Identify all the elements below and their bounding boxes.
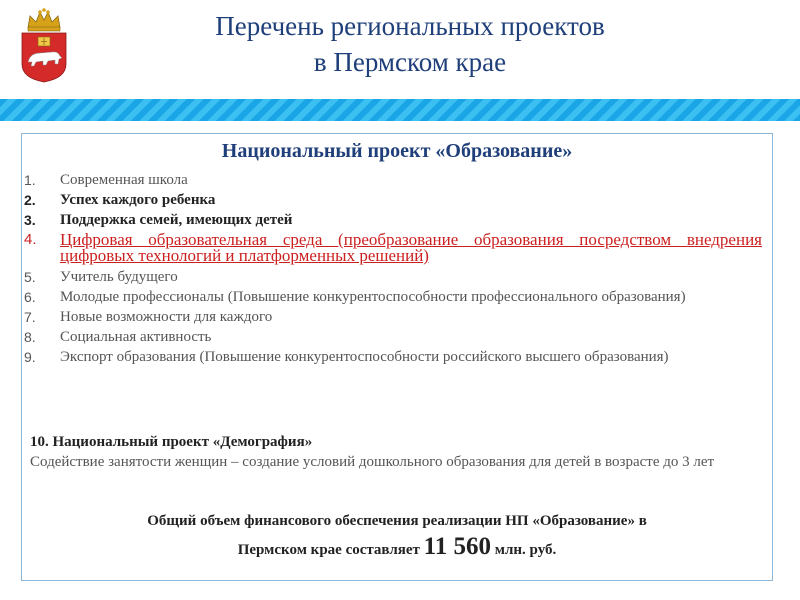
list-item: 2. Успех каждого ребенка: [24, 192, 216, 208]
national-project-title: Национальный проект «Образование»: [221, 140, 573, 162]
regional-projects-list: [22, 172, 772, 369]
page-title-line1: Перечень региональных проектов: [215, 11, 605, 41]
demography-title: 10. Национальный проект «Демография»: [30, 434, 313, 450]
finance-summary: [22, 508, 772, 563]
finance-line1: Общий объем финансового обеспечения реализации НП «Образование» в: [147, 513, 647, 529]
list-item: 7. Новые возможности для каждого: [24, 309, 273, 325]
demography-text: Содействие занятости женщин – создание условий дошкольного образования для детей в возрасте до 3 лет: [30, 454, 715, 470]
list-item-highlighted: 4. Цифровая образовательная среда (преобразование образования посредством внедрения цифровых технологий и платформенных решений): [24, 230, 762, 265]
perm-krai-coat-of-arms-icon: [18, 6, 70, 84]
finance-unit: млн. руб.: [494, 542, 557, 558]
list-item: 5. Учитель будущего: [24, 269, 178, 285]
list-item: 6. Молодые профессионалы (Повышение конкурентоспособности профессионального образования): [24, 289, 686, 305]
list-item: 1. Современная школа: [24, 172, 188, 188]
list-item: 8. Социальная активность: [24, 329, 212, 345]
content-box: [21, 133, 773, 581]
finance-amount: 11 560: [423, 533, 492, 560]
finance-prefix: Пермском крае составляет: [237, 542, 420, 558]
page-title: [100, 8, 720, 80]
header-stripe: [0, 99, 800, 121]
list-item: 3. Поддержка семей, имеющих детей: [24, 212, 293, 228]
list-item: 9. Экспорт образования (Повышение конкурентоспособности российского высшего образования): [24, 349, 669, 365]
finance-line2: [22, 534, 772, 563]
page-title-line2: в Пермском крае: [313, 47, 507, 77]
